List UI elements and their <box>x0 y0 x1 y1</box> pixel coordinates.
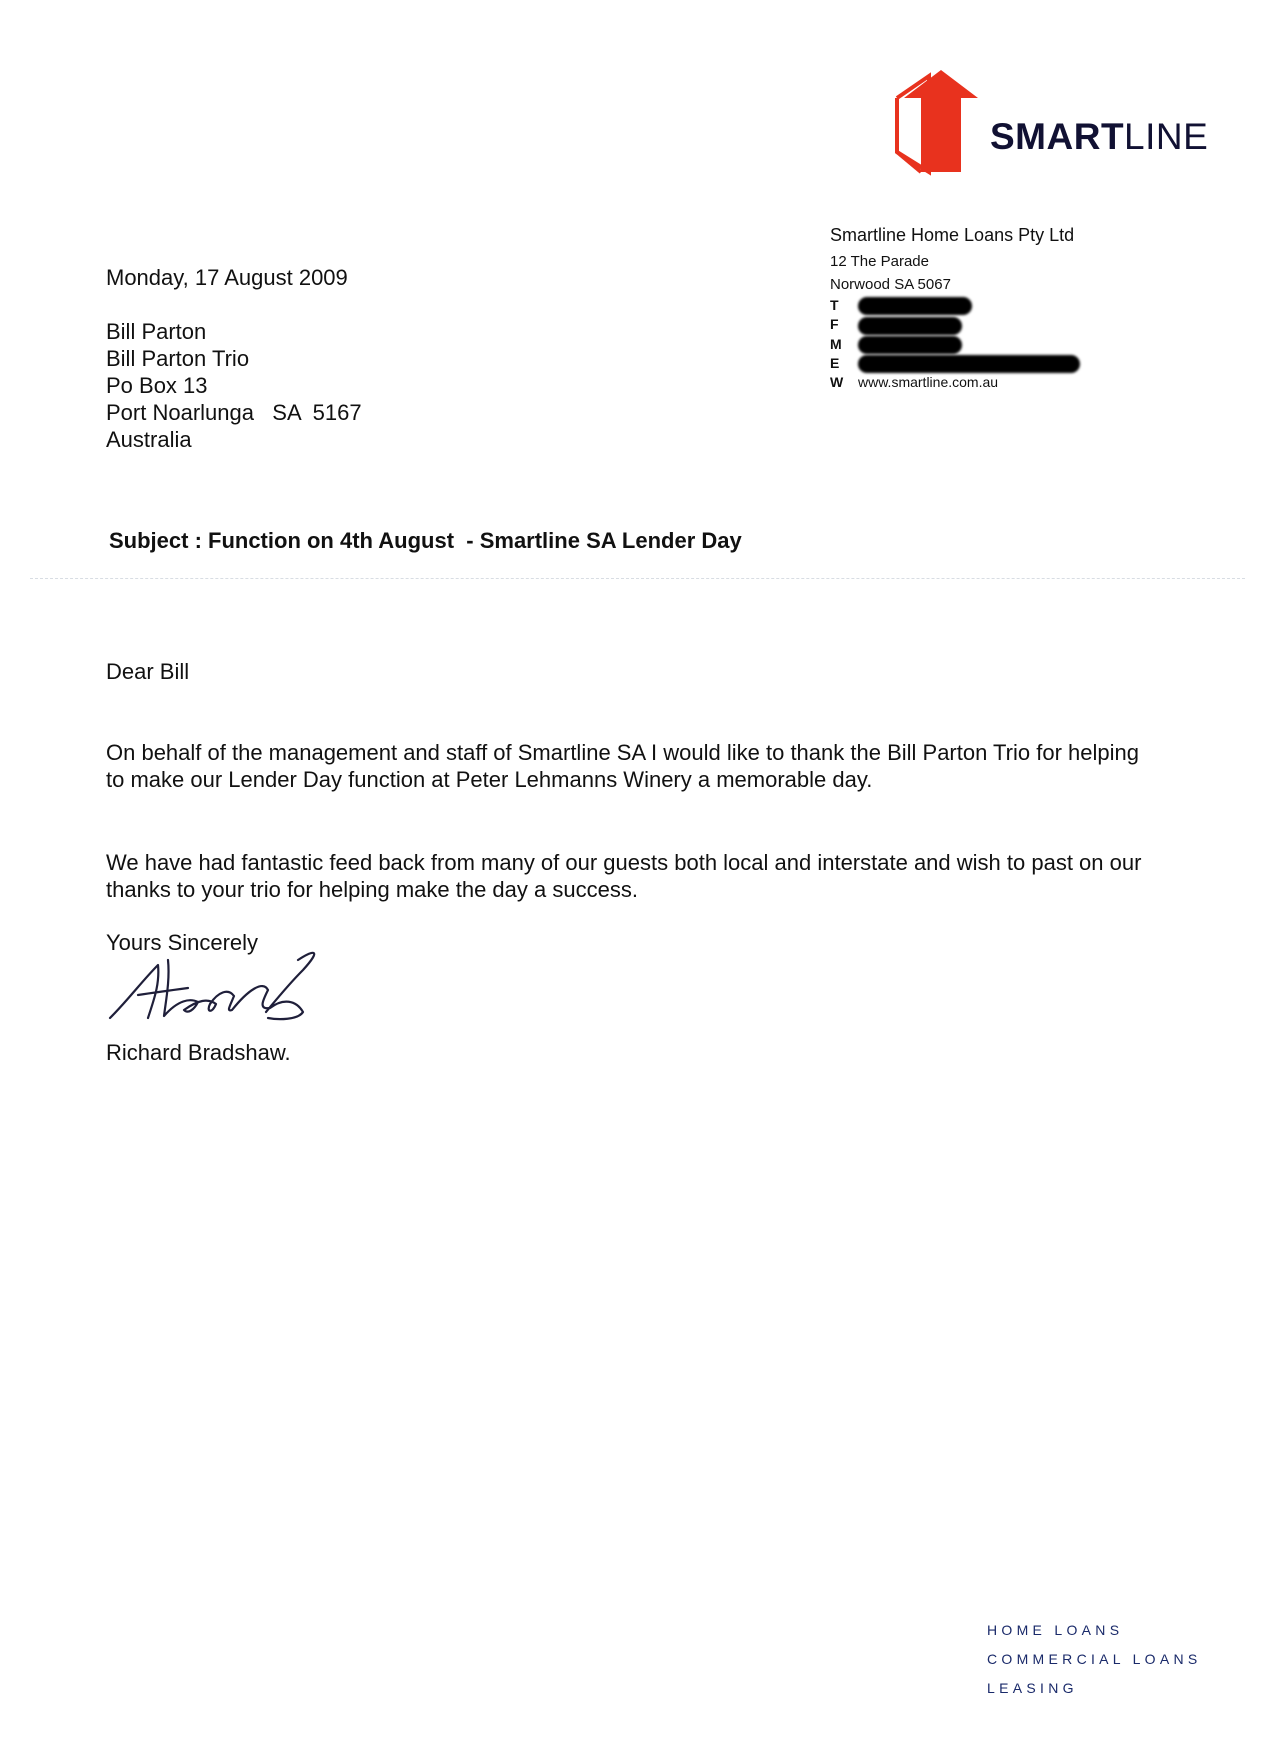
contact-fax: F <box>830 315 1190 334</box>
recipient-country: Australia <box>106 427 192 452</box>
contact-web: W www.smartline.com.au <box>830 374 999 391</box>
company-info <box>830 220 1190 392</box>
letter-subject: Subject : Function on 4th August - Smartline SA Lender Day <box>109 528 742 553</box>
signer-name: Richard Bradshaw. <box>106 1040 291 1065</box>
brand-bold: SMART <box>990 116 1125 157</box>
recipient-org: Bill Parton Trio <box>106 346 250 371</box>
website: www.smartline.com.au <box>858 374 999 391</box>
redacted-value <box>858 297 972 315</box>
redacted-value <box>858 317 962 335</box>
redacted-value <box>858 355 1080 373</box>
redacted-value <box>858 336 962 354</box>
recipient-po-box: Po Box 13 <box>106 373 208 398</box>
closing: Yours Sincerely <box>106 930 259 955</box>
house-arrow-icon <box>885 68 985 178</box>
body-paragraph-2: We have had fantastic feed back from many of our guests both local and interstate and wish to past on our thanks to your trio for helping make the day a success. <box>106 850 1142 902</box>
smartline-logo <box>885 68 1230 183</box>
letter-date: Monday, 17 August 2009 <box>106 265 348 290</box>
contact-phone: T <box>830 296 1190 315</box>
contact-email: E <box>830 354 1190 373</box>
company-street: 12 The Parade <box>830 253 929 270</box>
recipient-address <box>106 318 362 453</box>
service-leasing: LEASING <box>987 1680 1078 1696</box>
divider <box>30 578 1245 579</box>
recipient-name: Bill Parton <box>106 319 207 344</box>
handwritten-signature <box>98 940 318 1040</box>
recipient-city: Port Noarlunga SA 5167 <box>106 400 362 425</box>
company-name: Smartline Home Loans Pty Ltd <box>830 225 1075 245</box>
brand-wordmark <box>990 116 1208 158</box>
contact-mobile: M <box>830 335 1190 354</box>
greeting: Dear Bill <box>106 659 190 684</box>
body-paragraph-1: On behalf of the management and staff of Smartline SA I would like to thank the Bill Parton Trio for helping to make our Lender Day function at Peter Lehmanns Winery a memorable day. <box>106 740 1139 792</box>
service-home-loans: HOME LOANS <box>987 1622 1124 1638</box>
services-list <box>987 1616 1202 1703</box>
service-commercial-loans: COMMERCIAL LOANS <box>987 1651 1202 1667</box>
brand-light: LINE <box>1124 116 1209 157</box>
company-city: Norwood SA 5067 <box>830 276 951 293</box>
